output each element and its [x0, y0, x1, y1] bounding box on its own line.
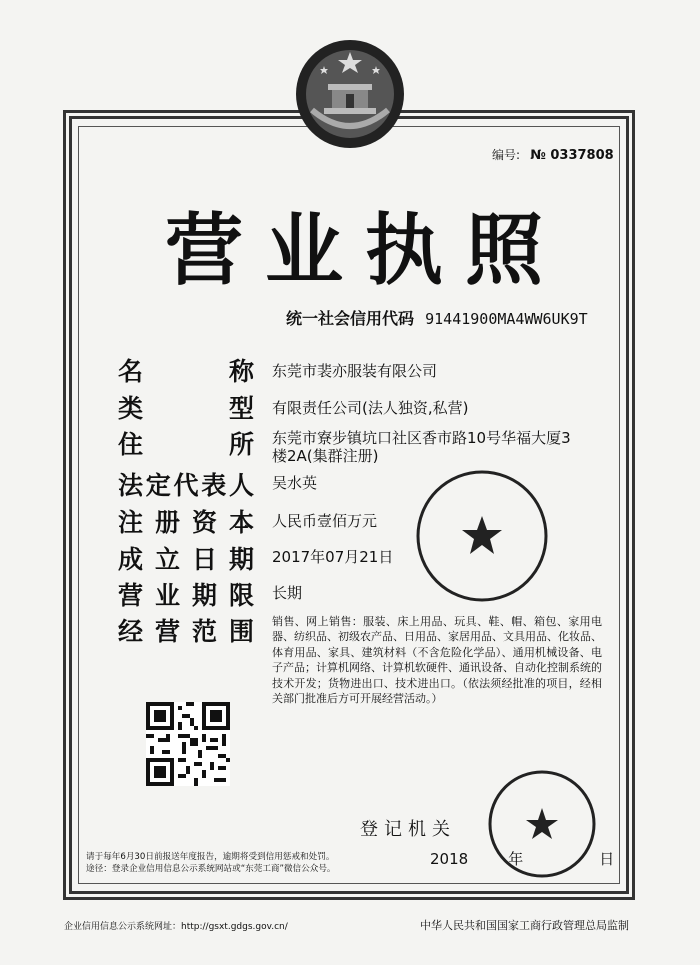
registration-date [430, 848, 654, 869]
footer-supervisor: 中华人民共和国国家工商行政管理总局监制 [420, 919, 629, 932]
qr-code-icon [146, 702, 230, 786]
value-business-scope: 销售、网上销售：服装、床上用品、玩具、鞋、帽、箱包、家用电器、纺织品、初级农产品、日用品、家居用品、文具用品、化妆品、体育用品、家具、建筑材料（不含危险化学品）、通用机械设备、电子产品；计算机网络、计算机软硬件、通讯设备、自动化控制系统的技术开发；货物进出口、技术进出口。（依法须经批准的项目，经相关部门批准后方可开展经营活动。） [272, 615, 602, 706]
annual-report-notice [86, 851, 336, 875]
label-address: 住 所 [118, 430, 254, 459]
value-legal-representative: 吴水英 [272, 474, 318, 492]
value-established-date: 2017年07月21日 [272, 548, 394, 566]
serial-label: 编号: [492, 148, 521, 162]
company-seal-icon [412, 466, 552, 606]
label-business-scope: 经 营 范 围 [118, 617, 254, 646]
value-address [272, 429, 571, 465]
value-business-term: 长期 [272, 584, 303, 602]
credit-code-value: 91441900MA4WW6UK9T [425, 310, 588, 328]
label-type: 类 型 [118, 394, 254, 423]
serial-value: № 0337808 [530, 148, 614, 163]
registration-year: 2018 [430, 850, 469, 868]
value-company-name: 东莞市裴亦服装有限公司 [272, 362, 438, 380]
address-line-2: 楼2A(集群注册) [272, 447, 379, 465]
label-business-term: 营 业 期 限 [118, 581, 254, 610]
registration-authority-label: 登记机关 [360, 819, 456, 840]
label-registered-capital: 注 册 资 本 [118, 508, 254, 537]
value-registered-capital: 人民币壹佰万元 [272, 512, 378, 530]
notice-line-2: 途径：登录企业信用信息公示系统网站或“东莞工商”微信公众号。 [86, 864, 336, 874]
footer-website: 企业信用信息公示系统网址：http://gsxt.gdgs.gov.cn/ [64, 922, 288, 932]
document-title: 营业执照 [165, 206, 566, 296]
label-legal-representative: 法 定 代 表 人 [118, 471, 254, 500]
address-line-1: 东莞市寮步镇坑口社区香市路10号华福大厦3 [272, 429, 571, 447]
registration-year-suffix: 年 [508, 850, 524, 868]
national-emblem-icon [294, 38, 406, 150]
label-name: 名 称 [118, 357, 254, 386]
value-company-type: 有限责任公司(法人独资,私营) [272, 399, 469, 417]
credit-code-label: 统一社会信用代码 [286, 309, 415, 328]
label-established-date: 成 立 日 期 [118, 545, 254, 574]
serial-number [492, 146, 614, 163]
credit-code-line [286, 306, 588, 329]
registration-day-suffix: 日 [599, 850, 615, 868]
notice-line-1: 请于每年6月30日前报送年度报告，逾期将受到信用惩戒和处罚。 [86, 852, 335, 862]
